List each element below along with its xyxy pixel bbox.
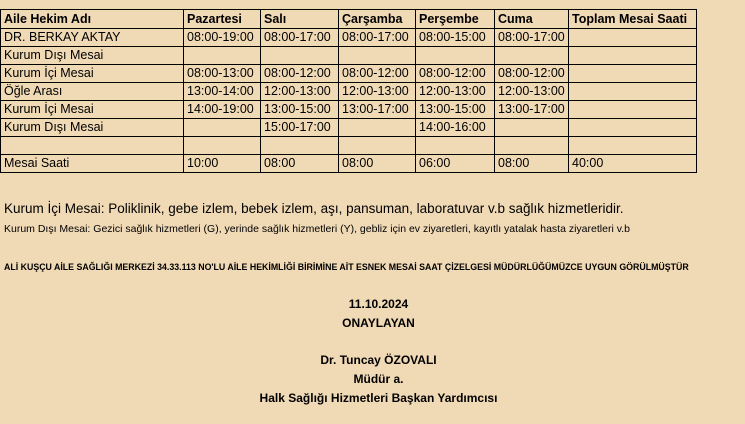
column-header: Aile Hekim Adı bbox=[1, 10, 184, 29]
time-cell bbox=[261, 47, 339, 65]
time-cell bbox=[339, 119, 416, 137]
row-label-cell: Öğle Arası bbox=[1, 83, 184, 101]
time-cell: 10:00 bbox=[184, 155, 261, 173]
table-row bbox=[1, 65, 697, 83]
table-row bbox=[1, 83, 697, 101]
table-row bbox=[1, 47, 697, 65]
time-cell bbox=[569, 101, 697, 119]
row-label-cell: Mesai Saati bbox=[1, 155, 184, 173]
signatory-title: Müdür a. bbox=[353, 372, 404, 386]
time-cell: 08:00-17:00 bbox=[495, 29, 569, 47]
time-cell: 08:00-17:00 bbox=[339, 29, 416, 47]
time-cell: 13:00-17:00 bbox=[495, 101, 569, 119]
table-row bbox=[1, 155, 697, 173]
table-row bbox=[1, 101, 697, 119]
time-cell: 08:00 bbox=[261, 155, 339, 173]
time-cell bbox=[416, 47, 495, 65]
time-cell bbox=[569, 83, 697, 101]
time-cell: 14:00-19:00 bbox=[184, 101, 261, 119]
time-cell: 13:00-15:00 bbox=[416, 101, 495, 119]
approval-statement: ALİ KUŞÇU AİLE SAĞLIĞI MERKEZİ 34.33.113 NO'LU AİLE HEKİMLİĞİ BİRİMİNE AİT ESNEK MESAİ SAAT ÇİZELGESİ MÜDÜRLÜĞÜMÜZCE UYGUN GÖRÜLMÜŞTÜR bbox=[4, 262, 689, 272]
time-cell: 40:00 bbox=[569, 155, 697, 173]
row-label-cell: Kurum Dışı Mesai bbox=[1, 119, 184, 137]
row-label-cell: Kurum İçi Mesai bbox=[1, 101, 184, 119]
row-label-cell: Kurum Dışı Mesai bbox=[1, 47, 184, 65]
column-header: Çarşamba bbox=[339, 10, 416, 29]
time-cell: 12:00-13:00 bbox=[261, 83, 339, 101]
time-cell: 13:00-17:00 bbox=[339, 101, 416, 119]
table-row bbox=[1, 137, 697, 155]
time-cell: 08:00 bbox=[339, 155, 416, 173]
time-cell: 13:00-15:00 bbox=[261, 101, 339, 119]
time-cell bbox=[569, 119, 697, 137]
time-cell: 14:00-16:00 bbox=[416, 119, 495, 137]
time-cell: 08:00-17:00 bbox=[261, 29, 339, 47]
time-cell bbox=[495, 119, 569, 137]
internal-work-note: Kurum İçi Mesai: Poliklinik, gebe izlem, bebek izlem, aşı, pansuman, laboratuvar v.b sağlık hizmetleridir. bbox=[4, 201, 624, 216]
signatory-department: Halk Sağlığı Hizmetleri Başkan Yardımcısı bbox=[259, 391, 498, 405]
time-cell bbox=[339, 47, 416, 65]
time-cell: 12:00-13:00 bbox=[416, 83, 495, 101]
time-cell bbox=[261, 137, 339, 155]
time-cell bbox=[416, 137, 495, 155]
time-cell: 08:00-12:00 bbox=[416, 65, 495, 83]
column-header: Salı bbox=[261, 10, 339, 29]
column-header: Perşembe bbox=[416, 10, 495, 29]
time-cell: 08:00-13:00 bbox=[184, 65, 261, 83]
external-work-note: Kurum Dışı Mesai: Gezici sağlık hizmetleri (G), yerinde sağlık hizmetleri (Y), gebliz için ev ziyaretleri, kayıtlı yatalak hasta ziyaretleri v.b bbox=[4, 223, 630, 235]
time-cell: 08:00-12:00 bbox=[339, 65, 416, 83]
time-cell bbox=[184, 119, 261, 137]
column-header: Pazartesi bbox=[184, 10, 261, 29]
time-cell: 06:00 bbox=[416, 155, 495, 173]
time-cell bbox=[339, 137, 416, 155]
time-cell: 08:00-15:00 bbox=[416, 29, 495, 47]
time-cell: 08:00 bbox=[495, 155, 569, 173]
table-row bbox=[1, 29, 697, 47]
row-label-cell: DR. BERKAY AKTAY bbox=[1, 29, 184, 47]
table-row bbox=[1, 119, 697, 137]
time-cell bbox=[569, 47, 697, 65]
time-cell: 08:00-19:00 bbox=[184, 29, 261, 47]
time-cell: 08:00-12:00 bbox=[495, 65, 569, 83]
time-cell: 15:00-17:00 bbox=[261, 119, 339, 137]
approval-date: 11.10.2024 bbox=[348, 297, 409, 311]
column-header: Cuma bbox=[495, 10, 569, 29]
schedule-table bbox=[0, 9, 697, 173]
table-header-row bbox=[1, 10, 697, 29]
time-cell bbox=[569, 29, 697, 47]
time-cell bbox=[495, 137, 569, 155]
time-cell bbox=[569, 65, 697, 83]
time-cell bbox=[569, 137, 697, 155]
time-cell bbox=[184, 47, 261, 65]
time-cell bbox=[184, 137, 261, 155]
time-cell: 12:00-13:00 bbox=[339, 83, 416, 101]
row-label-cell bbox=[1, 137, 184, 155]
row-label-cell: Kurum İçi Mesai bbox=[1, 65, 184, 83]
column-header: Toplam Mesai Saati bbox=[569, 10, 697, 29]
time-cell: 08:00-12:00 bbox=[261, 65, 339, 83]
approver-label: ONAYLAYAN bbox=[342, 316, 415, 330]
time-cell: 12:00-13:00 bbox=[495, 83, 569, 101]
signatory-name: Dr. Tuncay ÖZOVALI bbox=[320, 353, 437, 367]
time-cell: 13:00-14:00 bbox=[184, 83, 261, 101]
time-cell bbox=[495, 47, 569, 65]
